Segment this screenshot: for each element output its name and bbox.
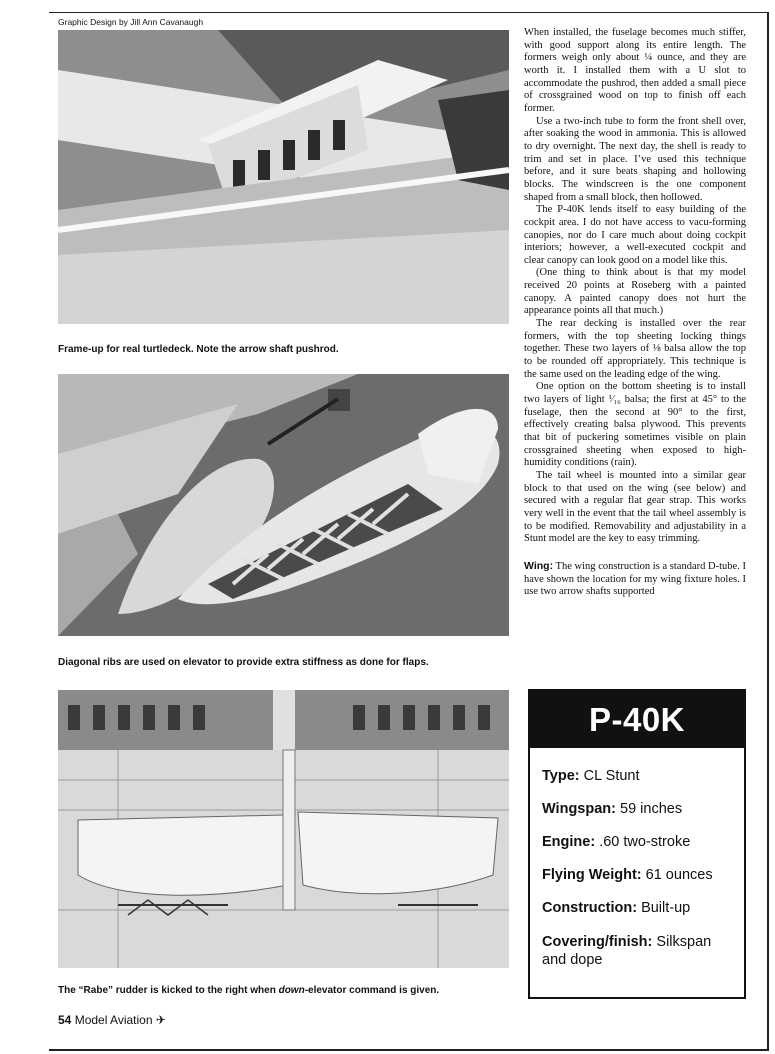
paragraph-3: The P-40K lends itself to easy building of the cockpit area. I do not have access to vacu-forming canopies, nor do I care much about doing cockpit interiors; however, a well-executed cockpit and clear canopy can look good on a model like this.	[524, 204, 746, 266]
paragraph-1: When installed, the fuselage becomes much stiffer, with good support along its entire length. The formers weigh only about ¼ ounce, and they are worth it. I installed them with a U slot to accommodate the pushrod, then added a small piece of crossgrained wood on top to finish off each former.	[524, 27, 746, 114]
spec-engine-value: .60 two-stroke	[595, 834, 691, 850]
spec-engine-label: Engine:	[542, 834, 596, 850]
paragraph-7: The tail wheel is mounted into a similar gear block to that used on the wing (see below) and secured with a regular flat gear strap. This works very well in the event that the tail wheel assembly is to be modified. Removability and adjustability in a Stunt model are the key to easy trimming.	[524, 469, 746, 545]
caption-3-text-b: -elevator command is given.	[304, 985, 440, 996]
spec-covering-value: Silkspan and dope	[542, 934, 712, 968]
spec-engine	[542, 834, 732, 850]
spec-title: P-40K	[530, 691, 744, 748]
spec-construction-label: Construction:	[542, 900, 638, 916]
wing-text: The wing construction is a standard D-tube. I have shown the location for my wing fixture holes. I use two arrow shafts supported	[524, 560, 746, 598]
page-footer	[58, 1013, 166, 1027]
graphic-design-credit: Graphic Design by Jill Ann Cavanaugh	[58, 17, 204, 27]
airplane-icon: ✈	[155, 1013, 166, 1027]
spec-flying-weight	[542, 867, 732, 883]
photo-rudder-on-plans	[58, 690, 509, 968]
photo-2-caption: Diagonal ribs are used on elevator to provide extra stiffness as done for flaps.	[58, 657, 429, 668]
spec-flying-weight-label: Flying Weight:	[542, 867, 642, 883]
article-body	[524, 27, 746, 599]
paragraph-6: One option on the bottom sheeting is to install two layers of light ¹⁄₁₆ balsa; the first at 45° to the fuselage, then the second at 90° to the first, effectively creating balsa plywood. This prevents that bit of puckering sometimes visible on plain crossgrained sheeting when exposed to high-humidity conditions (rain).	[524, 381, 746, 469]
caption-3-emphasis: down	[278, 985, 305, 996]
spec-wingspan-value: 59 inches	[615, 801, 683, 817]
spec-type-value: CL Stunt	[579, 768, 640, 784]
spec-type	[542, 768, 732, 784]
wing-label: Wing:	[524, 559, 554, 572]
paragraph-2: Use a two-inch tube to form the front shell over, after soaking the wood in ammonia. This is allowed to dry overnight. The next day, the shell is ready to trim and set in place. I’ve used this technique before, and it sure beats shaping and hollowing blocks. The windscreen is the one component shaped from a small block, then hollowed.	[524, 115, 746, 203]
photo-1-caption: Frame-up for real turtledeck. Note the arrow shaft pushrod.	[58, 344, 339, 355]
paragraph-wing	[524, 560, 746, 599]
spec-wingspan-label: Wingspan:	[542, 801, 616, 817]
spec-covering-label: Covering/finish:	[542, 934, 653, 950]
caption-3-text-a: The “Rabe” rudder is kicked to the right when	[58, 985, 279, 996]
paragraph-4: (One thing to think about is that my model received 20 points at Roseberg with a painted canopy. A painted canopy does not hurt the appearance points all that much.)	[524, 267, 746, 317]
magazine-name: Model Aviation	[74, 1013, 153, 1027]
spec-construction	[542, 900, 732, 916]
photo-turtledeck-frame	[58, 30, 509, 324]
spec-wingspan	[542, 801, 732, 817]
spec-box	[528, 689, 746, 999]
photo-elevator-diagonal-ribs	[58, 374, 509, 636]
spec-covering	[542, 933, 732, 969]
spec-flying-weight-value: 61 ounces	[641, 867, 713, 883]
page-number: 54	[58, 1013, 72, 1027]
spec-type-label: Type:	[542, 768, 580, 784]
photo-3-caption	[58, 985, 439, 996]
paragraph-5: The rear decking is installed over the rear formers, with the top sheeting locking things together. These two layers of ⅛ balsa allow the top to be rounded off appropriately. This technique is the same used on the leading edge of the wing.	[524, 318, 746, 380]
spec-construction-value: Built-up	[637, 900, 691, 916]
